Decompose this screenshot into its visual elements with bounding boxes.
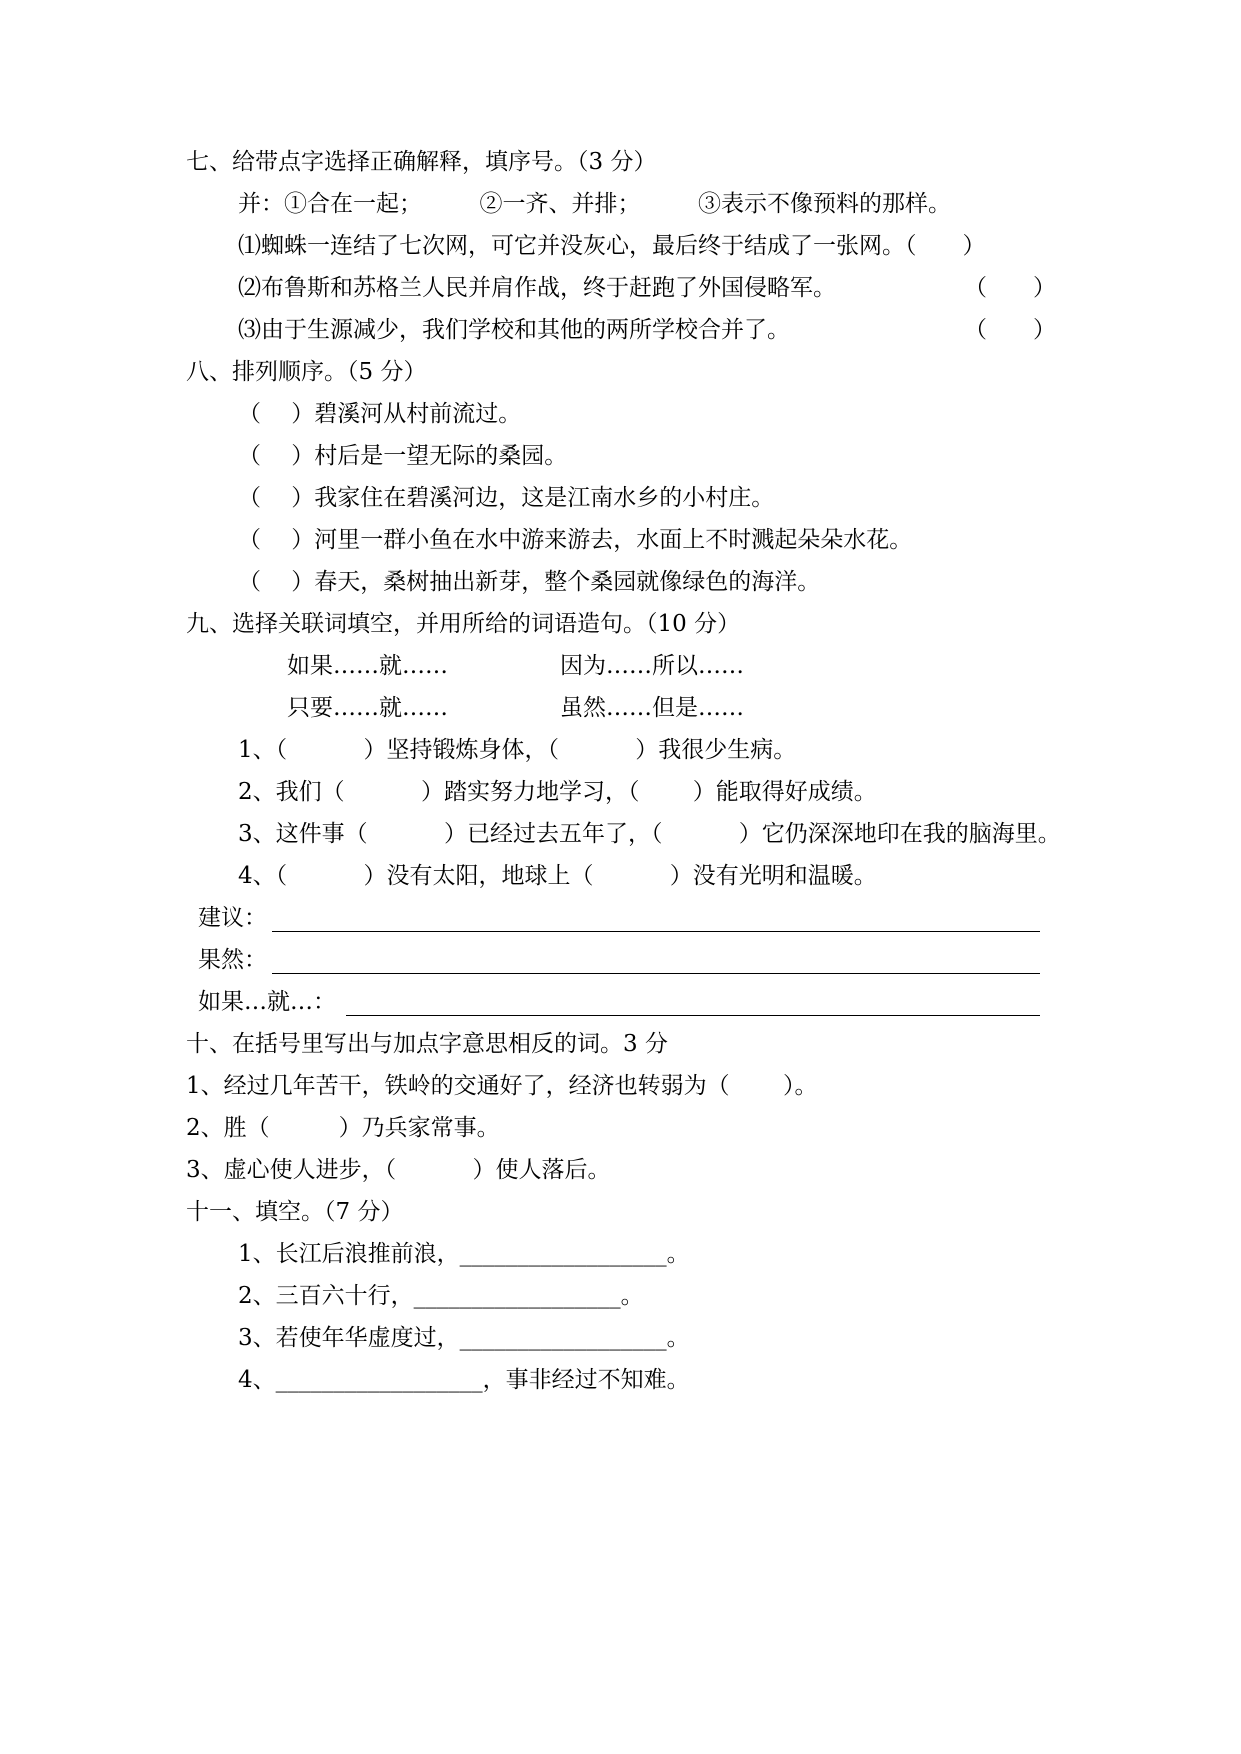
section-7-question-2-answer[interactable]: （ ） [964,275,1056,301]
section-8-title: 八、排列顺序。（5 分） [186,359,427,385]
section-10-item: 1、经过几年苦干，铁岭的交通好了，经济也转弱为（ ）。 [186,1073,818,1099]
sentence-answer-line-2[interactable] [272,973,1040,974]
section-10-title: 十、在括号里写出与加点字意思相反的词。3 分 [186,1031,668,1057]
connective-word: 因为……所以…… [560,653,744,679]
section-11-item: 4、__________________，事非经过不知难。 [238,1367,690,1393]
section-7-definitions: 并：①合在一起； ②一齐、并排； ③表示不像预料的那样。 [238,191,951,217]
section-9-item: 1、（ ）坚持锻炼身体，（ ）我很少生病。 [238,737,797,763]
connective-word: 只要……就…… [287,695,448,721]
section-8-item: （ ）碧溪河从村前流过。 [238,401,522,427]
section-7-question-2: ⑵布鲁斯和苏格兰人民并肩作战，终于赶跑了外国侵略军。 [238,275,836,301]
section-7-question-1: ⑴蜘蛛一连结了七次网，可它并没灰心，最后终于结成了一张网。（ ） [238,233,986,259]
connective-word: 如果……就…… [287,653,448,679]
section-10-item: 3、虚心使人进步，（ ）使人落后。 [186,1157,611,1183]
section-7-question-3-answer[interactable]: （ ） [964,317,1056,343]
sentence-answer-line-1[interactable] [272,931,1040,932]
section-11-title: 十一、填空。（7 分） [186,1199,404,1225]
section-8-item: （ ）河里一群小鱼在水中游来游去，水面上不时溅起朵朵水花。 [238,527,913,553]
connective-word: 虽然……但是…… [560,695,744,721]
section-8-item: （ ）春天，桑树抽出新芽，整个桑园就像绿色的海洋。 [238,569,821,595]
sentence-label-jianyi: 建议： [198,905,267,931]
sentence-answer-line-3[interactable] [346,1015,1040,1016]
section-11-item: 1、长江后浪推前浪，__________________。 [238,1241,690,1267]
section-7-question-3: ⑶由于生源减少，我们学校和其他的两所学校合并了。 [238,317,790,343]
sentence-label-guoran: 果然： [198,947,267,973]
section-11-item: 2、三百六十行，__________________。 [238,1283,644,1309]
section-11-item: 3、若使年华虚度过，__________________。 [238,1325,690,1351]
section-9-item: 4、（ ）没有太阳，地球上（ ）没有光明和温暖。 [238,863,877,889]
section-9-item: 2、我们（ ）踏实努力地学习，（ ）能取得好成绩。 [238,779,877,805]
section-9-item: 3、这件事（ ）已经过去五年了，（ ）它仍深深地印在我的脑海里。 [238,821,1061,847]
section-10-item: 2、胜（ ）乃兵家常事。 [186,1115,500,1141]
section-9-title: 九、选择关联词填空，并用所给的词语造句。（10 分） [186,611,741,637]
section-8-item: （ ）村后是一望无际的桑园。 [238,443,568,469]
section-8-item: （ ）我家住在碧溪河边，这是江南水乡的小村庄。 [238,485,775,511]
section-7-title: 七、给带点字选择正确解释，填序号。（3 分） [186,149,657,175]
sentence-label-ruguo-jiu: 如果…就…： [198,989,336,1015]
